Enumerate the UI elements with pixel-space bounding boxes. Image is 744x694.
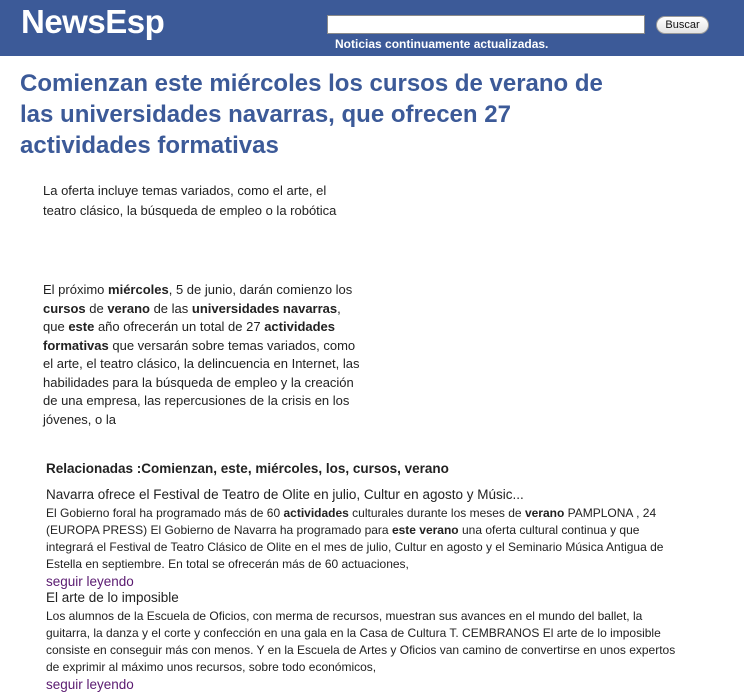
related-item-description [46, 505, 686, 573]
highlighted-term: miércoles [108, 282, 169, 297]
site-logo[interactable]: NewsEsp [21, 3, 165, 40]
highlighted-term: este verano [391, 523, 459, 537]
text-run: que versarán sobre temas variados, como el arte, el teatro clásico, la delincuencia en Internet, las habilidades para la búsqueda de empleo y la creación de una empresa, las repercusiones de la crisis en los jóvenes, o la [43, 337, 360, 427]
highlighted-term: cursos [43, 300, 86, 316]
highlighted-term: actividades formativas [43, 319, 336, 353]
search-button[interactable]: Buscar [656, 16, 709, 34]
related-item [46, 589, 686, 694]
related-heading: Relacionadas :Comienzan, este, miércoles, los, cursos, verano [46, 461, 449, 476]
text-run: , 5 de junio, darán comienzo los [168, 282, 353, 297]
text-run: año ofrecerán un total de 27 [94, 319, 265, 334]
search-input[interactable] [327, 15, 645, 34]
highlighted-term: este [68, 319, 95, 334]
highlighted-term: verano [524, 506, 565, 520]
site-header [0, 0, 744, 56]
related-item [46, 486, 686, 591]
text-run: una oferta cultural continua y que integrará el Festival de Teatro Clásico de Olite en el mes de julio, Cultur en agosto y el Seminario Música Antigua de Estella en septiembre. En total se ofrecerán más de 60 actuaciones, [46, 523, 664, 571]
text-run: culturales durante los meses de [348, 506, 525, 520]
text-run: Los alumnos de la Escuela de Oficios, con merma de recursos, muestran sus avances en el mundo del ballet, la guitarra, la danza y el corte y confección en una gala en la Casa de Cultura T. CEMBRANOS El arte de lo imposible consiste en conseguir más con menos. Y en la Escuela de Artes y Oficios van camino de convertirse en unos expertos de exprimir al máximo unos recursos, sobre todo económicos, [46, 609, 676, 674]
text-run: de las [149, 300, 192, 316]
related-item-title: El arte de lo imposible [46, 590, 179, 605]
related-item-title: Navarra ofrece el Festival de Teatro de Olite en julio, Cultur en agosto y Músic... [46, 487, 524, 502]
article-summary: La oferta incluye temas variados, como el arte, el teatro clásico, la búsqueda de empleo o la robótica [43, 183, 337, 218]
text-run: PAMPLONA , 24 (EUROPA PRESS) El Gobierno de Navarra ha programado para [46, 506, 657, 537]
highlighted-term: verano [107, 300, 150, 316]
read-more-link[interactable]: seguir leyendo [46, 574, 134, 589]
related-item-description [46, 608, 686, 676]
text-run: de [85, 300, 108, 316]
text-run: El Gobierno foral ha programado más de 60 [46, 506, 284, 520]
article-title: Comienzan este miércoles los cursos de verano de las universidades navarras, que ofrecen 27 actividades formativas [20, 70, 603, 159]
read-more-link[interactable]: seguir leyendo [46, 677, 134, 692]
highlighted-term: actividades [283, 506, 349, 520]
highlighted-term: universidades navarras [191, 300, 338, 316]
article-body [43, 281, 363, 429]
text-run: El próximo [43, 282, 109, 297]
site-tagline: Noticias continuamente actualizadas. [335, 37, 549, 51]
text-run: , que [43, 300, 341, 334]
